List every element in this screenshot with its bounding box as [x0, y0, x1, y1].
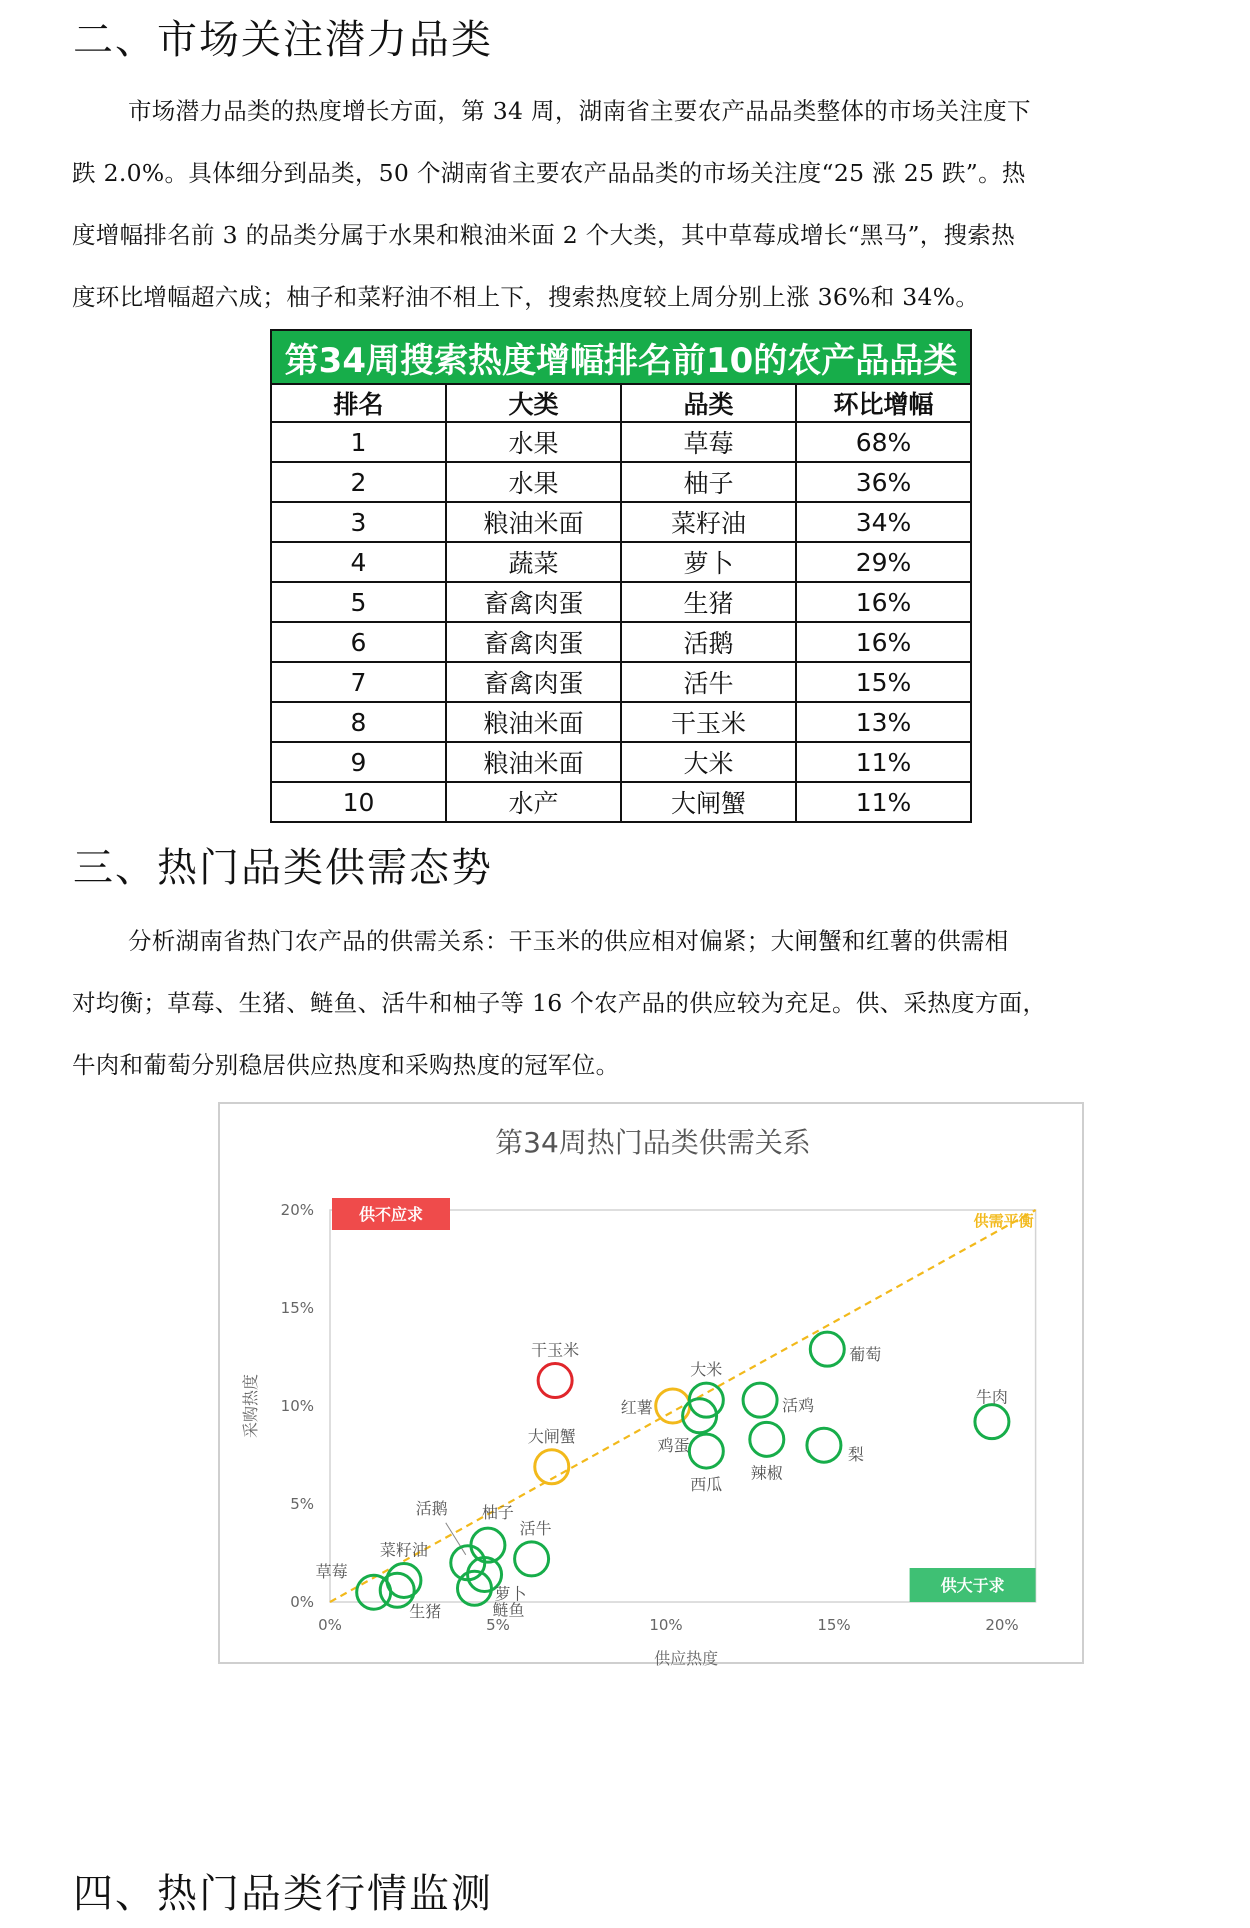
cell-item: 大闸蟹 — [621, 782, 796, 822]
point-label: 菜籽油 — [379, 1540, 428, 1560]
balance-line — [330, 1210, 1036, 1602]
cell-growth: 36% — [796, 462, 971, 502]
y-tick-label: 10% — [280, 1397, 314, 1415]
cell-growth: 16% — [796, 622, 971, 662]
point-label: 西瓜 — [690, 1475, 723, 1495]
table-title: 第34周搜索热度增幅排名前10的农产品品类 — [271, 330, 971, 384]
chart-svg — [220, 1104, 1086, 1666]
cell-item: 活牛 — [621, 662, 796, 702]
point-label: 干玉米 — [531, 1340, 580, 1360]
x-tick-label: 0% — [318, 1616, 342, 1634]
cell-growth: 13% — [796, 702, 971, 742]
cell-item: 大米 — [621, 742, 796, 782]
x-tick-label: 15% — [817, 1616, 851, 1634]
cell-rank: 3 — [271, 502, 446, 542]
x-tick-label: 5% — [486, 1616, 510, 1634]
cell-category: 粮油米面 — [446, 742, 621, 782]
y-axis-label: 采购热度 — [241, 1373, 260, 1439]
point-西瓜 — [689, 1434, 723, 1468]
cell-growth: 68% — [796, 422, 971, 462]
table-row — [271, 782, 971, 822]
point-葡萄 — [810, 1332, 844, 1366]
balance-line-label: 供需平衡 — [973, 1212, 1034, 1230]
point-label: 大闸蟹 — [527, 1426, 576, 1446]
point-干玉米 — [538, 1364, 572, 1398]
y-tick-label: 5% — [290, 1495, 314, 1513]
section4-heading: 四、热门品类行情监测 — [73, 1871, 493, 1917]
cell-category: 蔬菜 — [446, 542, 621, 582]
section3-heading: 三、热门品类供需态势 — [73, 845, 493, 891]
point-label: 活鹅 — [415, 1498, 448, 1518]
point-活鸡 — [743, 1383, 777, 1417]
cell-item: 生猪 — [621, 582, 796, 622]
section2-paragraph — [72, 80, 1182, 328]
point-label: 活鸡 — [782, 1396, 815, 1416]
point-label: 鲢鱼 — [492, 1600, 525, 1620]
x-tick-label: 10% — [649, 1616, 683, 1634]
chart-marks — [316, 1332, 1009, 1621]
cell-rank: 5 — [271, 582, 446, 622]
point-label: 鸡蛋 — [657, 1435, 690, 1455]
cell-growth: 34% — [796, 502, 971, 542]
table-body — [271, 422, 971, 822]
point-label: 草莓 — [315, 1562, 348, 1582]
point-菜籽油 — [387, 1563, 421, 1597]
cell-item: 柚子 — [621, 462, 796, 502]
chart-plot-area — [241, 1198, 1036, 1666]
para-line: 跌 2.0%。具体细分到品类，50 个湖南省主要农产品品类的市场关注度“25 涨 25 跌”。热 — [72, 159, 1026, 187]
y-tick-label: 0% — [290, 1593, 314, 1611]
cell-rank: 10 — [271, 782, 446, 822]
table-row — [271, 622, 971, 662]
undersupply-label: 供不应求 — [358, 1205, 424, 1224]
cell-item: 干玉米 — [621, 702, 796, 742]
cell-category: 水产 — [446, 782, 621, 822]
table-row — [271, 542, 971, 582]
x-tick-label: 20% — [985, 1616, 1019, 1634]
table-row — [271, 662, 971, 702]
cell-category: 粮油米面 — [446, 502, 621, 542]
cell-category: 粮油米面 — [446, 702, 621, 742]
cell-rank: 4 — [271, 542, 446, 582]
cell-category: 畜禽肉蛋 — [446, 662, 621, 702]
point-辣椒 — [750, 1422, 784, 1456]
para-line: 市场潜力品类的热度增长方面，第 34 周，湖南省主要农产品品类整体的市场关注度下 — [128, 97, 1031, 125]
section3-paragraph — [72, 910, 1182, 1096]
cell-item: 草莓 — [621, 422, 796, 462]
point-label: 萝卜 — [494, 1584, 527, 1604]
cell-growth: 29% — [796, 542, 971, 582]
point-牛肉 — [975, 1405, 1009, 1439]
cell-rank: 7 — [271, 662, 446, 702]
table-header-rank: 排名 — [271, 384, 446, 422]
table-header-item: 品类 — [621, 384, 796, 422]
point-label: 生猪 — [409, 1602, 442, 1622]
cell-rank: 6 — [271, 622, 446, 662]
cell-rank: 8 — [271, 702, 446, 742]
point-label: 牛肉 — [975, 1387, 1008, 1407]
table-row — [271, 422, 971, 462]
cell-item: 萝卜 — [621, 542, 796, 582]
cell-item: 活鹅 — [621, 622, 796, 662]
chart-title: 第34周热门品类供需关系 — [495, 1126, 811, 1159]
point-label: 辣椒 — [750, 1463, 783, 1483]
table-row — [271, 502, 971, 542]
para-line: 对均衡；草莓、生猪、鲢鱼、活牛和柚子等 16 个农产品的供应较为充足。供、采热度方面， — [72, 989, 1047, 1017]
cell-growth: 11% — [796, 742, 971, 782]
ranking-table — [270, 329, 972, 823]
supply-demand-chart — [218, 1102, 1084, 1664]
section2-heading: 二、市场关注潜力品类 — [73, 17, 493, 63]
cell-growth: 15% — [796, 662, 971, 702]
cell-growth: 16% — [796, 582, 971, 622]
cell-category: 水果 — [446, 422, 621, 462]
cell-item: 菜籽油 — [621, 502, 796, 542]
para-line: 分析湖南省热门农产品的供需关系：干玉米的供应相对偏紧；大闸蟹和红薯的供需相 — [128, 927, 1009, 955]
cell-category: 畜禽肉蛋 — [446, 622, 621, 662]
table-row — [271, 462, 971, 502]
oversupply-label: 供大于求 — [940, 1576, 1005, 1595]
y-tick-label: 20% — [280, 1201, 314, 1219]
table-row — [271, 582, 971, 622]
table-header-category: 大类 — [446, 384, 621, 422]
point-label: 活牛 — [519, 1518, 552, 1538]
table-row — [271, 702, 971, 742]
x-axis-label: 供应热度 — [654, 1649, 719, 1666]
table-header-growth: 环比增幅 — [796, 384, 971, 422]
para-line: 牛肉和葡萄分别稳居供应热度和采购热度的冠军位。 — [72, 1051, 620, 1079]
point-label: 柚子 — [481, 1503, 514, 1523]
table-row — [271, 742, 971, 782]
point-label: 葡萄 — [849, 1345, 882, 1365]
cell-category: 水果 — [446, 462, 621, 502]
cell-rank: 9 — [271, 742, 446, 782]
cell-rank: 1 — [271, 422, 446, 462]
y-tick-label: 15% — [280, 1299, 314, 1317]
point-label: 大米 — [690, 1360, 723, 1380]
point-梨 — [807, 1428, 841, 1462]
cell-growth: 11% — [796, 782, 971, 822]
cell-rank: 2 — [271, 462, 446, 502]
para-line: 度增幅排名前 3 的品类分属于水果和粮油米面 2 个大类，其中草莓成增长“黑马”，搜索热 — [72, 221, 1016, 249]
point-label: 红薯 — [620, 1398, 653, 1417]
cell-category: 畜禽肉蛋 — [446, 582, 621, 622]
point-label: 梨 — [847, 1445, 864, 1465]
point-活牛 — [515, 1542, 549, 1576]
para-line: 度环比增幅超六成；柚子和菜籽油不相上下，搜索热度较上周分别上涨 36%和 34%。 — [72, 283, 980, 311]
